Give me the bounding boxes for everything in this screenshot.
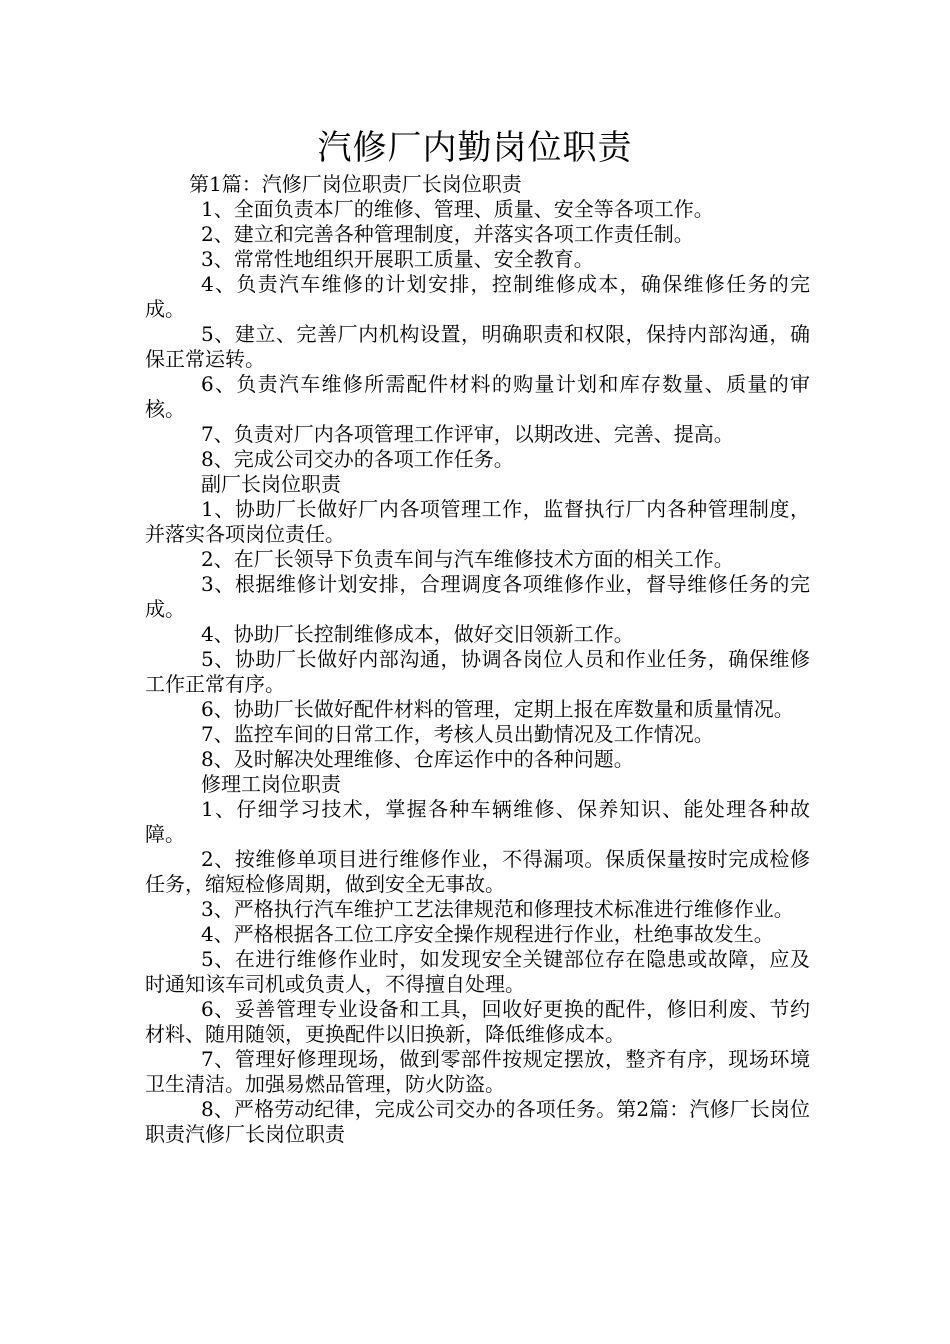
paragraph: 3、常常性地组织开展职工质量、安全教育。 <box>201 247 594 271</box>
page-title: 汽修厂内勤岗位职责 <box>317 128 633 168</box>
paragraph: 2、按维修单项目进行维修作业，不得漏项。保质保量按时完成检修任务，缩短检修周期，做到安全无事故。 <box>145 847 810 896</box>
paragraph: 8、及时解决处理维修、仓库运作中的各种问题。 <box>201 747 634 771</box>
paragraph: 4、负责汽车维修的计划安排，控制维修成本，确保维修任务的完成。 <box>145 272 810 321</box>
paragraph: 5、协助厂长做好内部沟通，协调各岗位人员和作业任务，确保维修工作正常有序。 <box>145 647 810 696</box>
paragraph: 5、建立、完善厂内机构设置，明确职责和权限，保持内部沟通，确保正常运转。 <box>145 322 810 371</box>
section-heading: 副厂长岗位职责 <box>201 472 341 496</box>
paragraph: 2、建立和完善各种管理制度，并落实各项工作责任制。 <box>201 222 694 246</box>
paragraph: 5、在进行维修作业时，如发现安全关键部位存在隐患或故障，应及时通知该车司机或负责人，不得擅自处理。 <box>145 947 810 996</box>
paragraph: 6、协助厂长做好配件材料的管理，定期上报在库数量和质量情况。 <box>201 697 794 721</box>
paragraph: 1、仔细学习技术，掌握各种车辆维修、保养知识、能处理各种故障。 <box>145 797 810 846</box>
section-heading: 修理工岗位职责 <box>201 772 341 796</box>
section-heading: 第1篇：汽修厂岗位职责厂长岗位职责 <box>189 172 522 196</box>
paragraph: 7、管理好修理现场，做到零部件按规定摆放，整齐有序，现场环境卫生清洁。加强易燃品管理，防火防盗。 <box>145 1047 810 1096</box>
paragraph: 3、严格执行汽车维护工艺法律规范和修理技术标准进行维修作业。 <box>201 897 794 921</box>
paragraph: 4、协助厂长控制维修成本，做好交旧领新工作。 <box>201 622 634 646</box>
paragraph: 7、监控车间的日常工作，考核人员出勤情况及工作情况。 <box>201 722 714 746</box>
paragraph: 8、完成公司交办的各项工作任务。 <box>201 447 514 471</box>
paragraph: 2、在厂长领导下负责车间与汽车维修技术方面的相关工作。 <box>201 547 734 571</box>
paragraph: 7、负责对厂内各项管理工作评审，以期改进、完善、提高。 <box>201 422 734 446</box>
paragraph: 4、严格根据各工位工序安全操作规程进行作业，杜绝事故发生。 <box>201 922 774 946</box>
paragraph: 8、严格劳动纪律，完成公司交办的各项任务。第2篇：汽修厂长岗位职责汽修厂长岗位职责 <box>145 1097 810 1146</box>
paragraph: 3、根据维修计划安排，合理调度各项维修作业，督导维修任务的完成。 <box>145 572 810 621</box>
paragraph: 1、协助厂长做好厂内各项管理工作，监督执行厂内各种管理制度，并落实各项岗位责任。 <box>145 497 810 546</box>
paragraph: 1、全面负责本厂的维修、管理、质量、安全等各项工作。 <box>201 197 714 221</box>
paragraph: 6、妥善管理专业设备和工具，回收好更换的配件，修旧利废、节约材料、随用随领，更换配件以旧换新，降低维修成本。 <box>145 997 810 1046</box>
paragraph: 6、负责汽车维修所需配件材料的购量计划和库存数量、质量的审核。 <box>145 372 810 421</box>
document-body <box>145 172 810 1147</box>
